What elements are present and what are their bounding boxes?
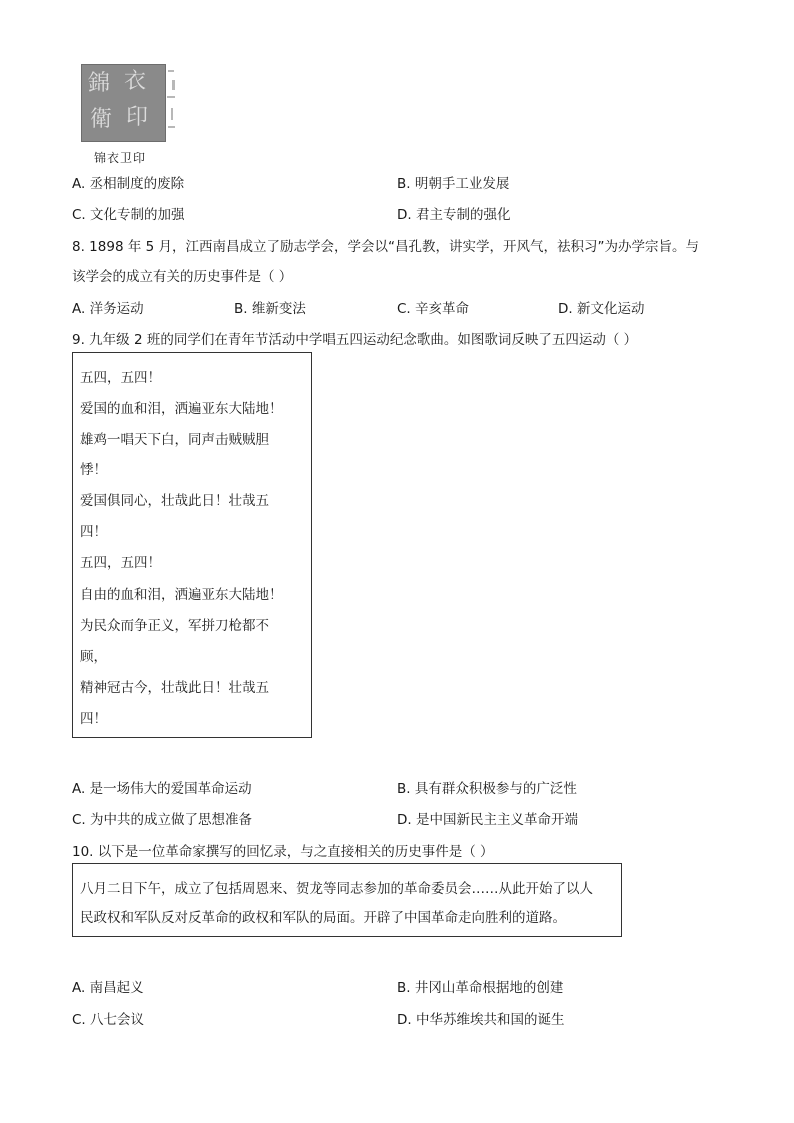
lyric-line: 自由的血和泪，洒遍亚东大陆地！ [80, 587, 283, 603]
q10-option-b: B. 井冈山革命根据地的创建 [397, 980, 564, 996]
seal-glyph: 印 [126, 105, 149, 130]
q8-stem-line1: 8. 1898 年 5 月，江西南昌成立了励志学会，学会以“昌孔教，讲实学，开风气，祛积习”为办学宗旨。与 [72, 239, 699, 255]
lyric-line: 爱国俱同心，壮哉此日！壮哉五 [80, 493, 269, 509]
lyric-line: 精神冠古今，壮哉此日！壮哉五 [80, 680, 269, 696]
seal-image [81, 64, 166, 142]
lyric-line: 爱国的血和泪，洒遍亚东大陆地！ [80, 401, 283, 417]
q7-option-b: B. 明朝手工业发展 [397, 176, 510, 192]
seal-glyph: 衣 [124, 69, 147, 94]
lyric-line: 五四，五四！ [80, 555, 161, 571]
q9-option-b: B. 具有群众积极参与的广泛性 [397, 781, 577, 797]
q8-option-a: A. 洋务运动 [72, 301, 144, 317]
q10-option-a: A. 南昌起义 [72, 980, 144, 996]
memoir-quote-line1: 八月二日下午，成立了包括周恩来、贺龙等同志参加的革命委员会……从此开始了以人 [80, 881, 593, 897]
q10-option-d: D. 中华苏维埃共和国的诞生 [397, 1012, 565, 1028]
q9-option-c: C. 为中共的成立做了思想准备 [72, 812, 253, 828]
lyric-line: 四！ [80, 524, 107, 540]
q9-stem: 9. 九年级 2 班的同学们在青年节活动中学唱五四运动纪念歌曲。如图歌词反映了五四运动（ ） [72, 332, 638, 348]
lyric-line: 四！ [80, 711, 107, 727]
q8-option-b: B. 维新变法 [234, 301, 306, 317]
seal-glyph: 衛 [90, 107, 113, 132]
memoir-quote-line2: 民政权和军队反对反革命的政权和军队的局面。开辟了中国革命走向胜利的道路。 [80, 910, 566, 926]
seal-caption: 锦衣卫印 [94, 151, 147, 165]
lyric-line: 顾， [80, 649, 107, 665]
lyric-line: 雄鸡一唱天下白，同声击贼贼胆 [80, 432, 269, 448]
q9-option-a: A. 是一场伟大的爱国革命运动 [72, 781, 252, 797]
q7-option-a: A. 丞相制度的废除 [72, 176, 185, 192]
q8-stem-line2: 该学会的成立有关的历史事件是（ ） [72, 269, 293, 285]
q8-option-d: D. 新文化运动 [558, 301, 645, 317]
lyric-line: 悸！ [80, 462, 107, 478]
seal-fragment-decoration [166, 66, 182, 138]
q10-option-c: C. 八七会议 [72, 1012, 145, 1028]
q8-option-c: C. 辛亥革命 [397, 301, 470, 317]
lyric-line: 五四，五四！ [80, 370, 161, 386]
q7-option-d: D. 君主专制的强化 [397, 207, 511, 223]
seal-glyph: 錦 [88, 71, 111, 96]
q10-stem: 10. 以下是一位革命家撰写的回忆录，与之直接相关的历史事件是（ ） [72, 844, 494, 860]
q9-option-d: D. 是中国新民主主义革命开端 [397, 812, 578, 828]
q7-option-c: C. 文化专制的加强 [72, 207, 185, 223]
lyric-line: 为民众而争正义，军拼刀枪都不 [80, 618, 269, 634]
